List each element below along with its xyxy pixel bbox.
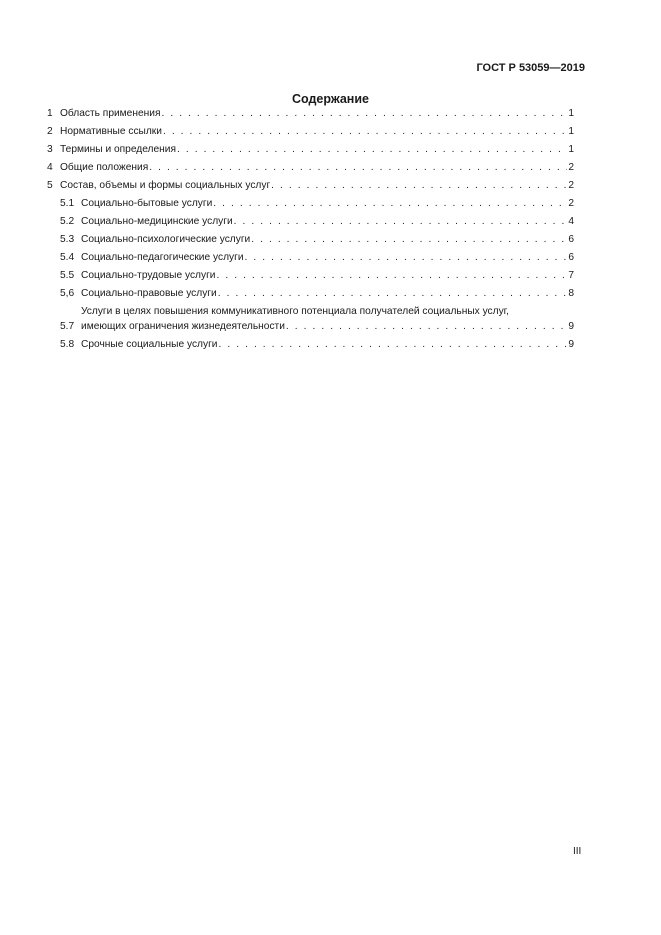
toc-entry-number: 5.1 [60,198,75,209]
toc-leader-dots [251,234,567,246]
toc-entry-number: 5 [47,180,53,191]
toc-entry-number: 4 [47,162,53,173]
toc-entry-5-1[interactable] [47,198,574,210]
toc-entry-number: 5.4 [60,252,75,263]
toc-leader-dots [218,288,568,300]
toc-entry-title: Социально-правовые услуги [81,288,217,299]
toc-entry-page: 9 [568,321,574,332]
toc-entry-page: 2 [568,198,574,209]
toc-entry-title: Социально-трудовые услуги [81,270,216,281]
toc-entry-page: 2 [568,180,574,191]
toc-leader-dots [234,216,568,228]
toc-entry-number: 1 [47,108,53,119]
toc-entry-5-5[interactable] [47,270,574,282]
toc-leader-dots [286,321,567,333]
toc-leader-dots [149,162,567,174]
toc-entry-5[interactable] [47,180,574,192]
toc-entry-number: 5.3 [60,234,75,245]
toc-entry-4[interactable] [47,162,574,174]
toc-entry-number: 2 [47,126,53,137]
toc-entry-number: 3 [47,144,53,155]
toc-entry-page: 6 [568,252,574,263]
toc-entry-title: Область применения [60,108,161,119]
toc-entry-page: 8 [568,288,574,299]
toc-leader-dots [163,126,567,138]
toc-entry-number: 5,6 [60,288,75,299]
page-number: III [573,846,582,857]
toc-entry-number: 5.5 [60,270,75,281]
table-of-contents [47,108,574,351]
toc-leader-dots [161,108,567,120]
toc-entry-1[interactable] [47,108,574,120]
toc-entry-page: 4 [568,216,574,227]
toc-entry-page: 1 [568,126,574,137]
toc-entry-title: Состав, объемы и формы социальных услуг [60,180,271,191]
toc-leader-dots [213,198,567,210]
toc-entry-title-line1: Услуги в целях повышения коммуникативного потенциала получателей социальных услуг, [81,306,509,317]
toc-entry-5-6[interactable] [47,288,574,300]
toc-entry-title: Термины и определения [60,144,176,155]
toc-entry-page: 1 [568,144,574,155]
toc-entry-page: 7 [568,270,574,281]
toc-entry-page: 6 [568,234,574,245]
toc-entry-title: Срочные социальные услуги [81,339,218,350]
toc-leader-dots [219,339,568,351]
toc-entry-5-4[interactable] [47,252,574,264]
toc-entry-number: 5.7 [60,321,75,332]
toc-entry-line2 [81,321,574,333]
toc-leader-dots [245,252,568,264]
toc-leader-dots [177,144,567,156]
toc-entry-5-3[interactable] [47,234,574,246]
toc-entry-body [81,306,574,333]
toc-entry-5-8[interactable] [47,339,574,351]
toc-entry-title: Социально-медицинские услуги [81,216,233,227]
toc-entry-title: Общие положения [60,162,149,173]
toc-entry-number: 5.8 [60,339,75,350]
toc-entry-page: 9 [568,339,574,350]
toc-entry-page: 1 [568,108,574,119]
toc-entry-3[interactable] [47,144,574,156]
toc-entry-title: Социально-бытовые услуги [81,198,213,209]
document-standard-number: ГОСТ Р 53059—2019 [476,62,585,74]
toc-entry-title: Социально-педагогические услуги [81,252,244,263]
toc-entry-title: Социально-психологические услуги [81,234,251,245]
toc-entry-2[interactable] [47,126,574,138]
toc-entry-5-2[interactable] [47,216,574,228]
toc-leader-dots [216,270,567,282]
toc-entry-page: 2 [568,162,574,173]
toc-entry-5-7[interactable] [47,306,574,333]
toc-leader-dots [271,180,567,192]
toc-entry-title-line2: имеющих ограничения жизнедеятельности [81,321,285,332]
toc-title: Содержание [291,92,369,106]
toc-entry-number: 5.2 [60,216,75,227]
toc-entry-title: Нормативные ссылки [60,126,162,137]
